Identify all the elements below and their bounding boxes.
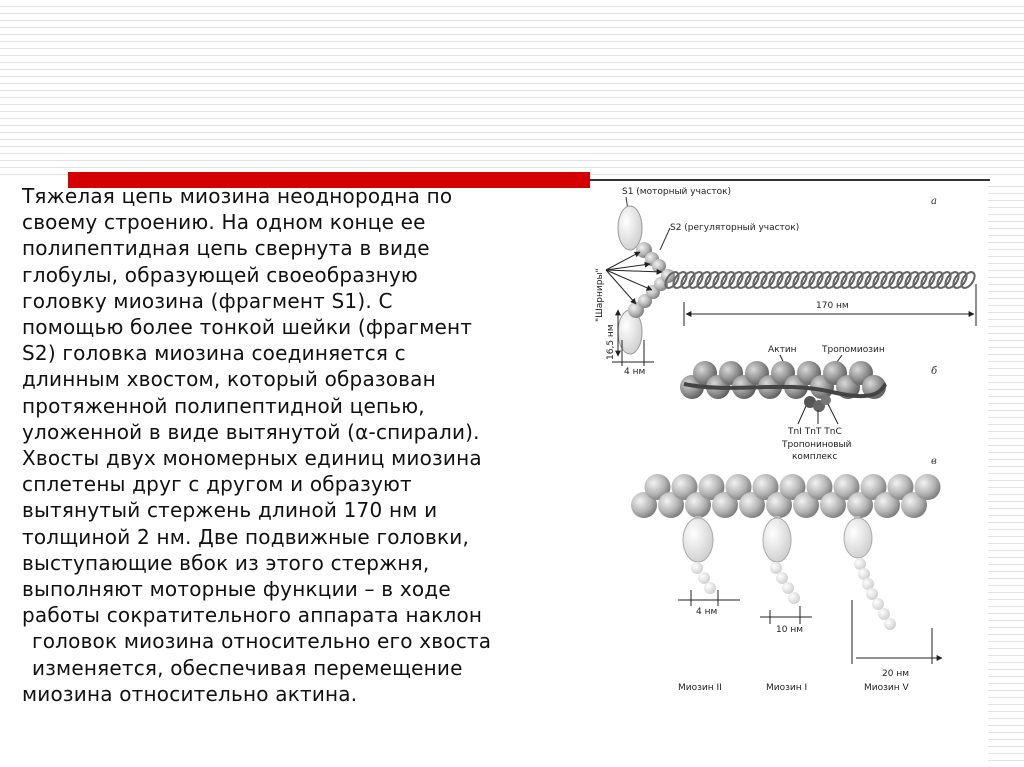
light-chain	[872, 598, 884, 610]
light-chain	[698, 572, 710, 584]
tropomyosin-label: Тропомиозин	[822, 345, 885, 355]
actin-label: Актин	[768, 345, 797, 355]
width-label: 4 нм	[624, 367, 646, 377]
s1-label: S1 (моторный участок)	[622, 187, 732, 197]
actin-monomer	[915, 474, 941, 500]
text-line: протяженной полипептидной цепью,	[22, 393, 425, 418]
myosin-i-label: Миозин I	[766, 683, 808, 693]
s2-pointer	[660, 228, 670, 250]
light-chain	[776, 572, 788, 584]
text-line: изменяется, обеспечивая перемещение	[32, 655, 463, 680]
lined-background-top	[0, 0, 1024, 180]
light-chain	[782, 582, 794, 594]
myosin-v-dimension: 20 нм	[882, 669, 909, 679]
s1-head-upper	[618, 206, 642, 250]
text-line: своему строению. На одном конце ее	[22, 210, 426, 235]
light-chain	[704, 582, 716, 594]
myosin-head	[844, 518, 872, 558]
troponin-subunits-label: TnI TnT TnC	[788, 427, 842, 437]
actin-filament-b	[680, 361, 886, 399]
troponin-complex-line2: комплекс	[792, 452, 838, 462]
troponin-c	[821, 395, 831, 405]
light-chain	[866, 588, 878, 600]
panel-c	[631, 456, 942, 693]
troponin-complex-line1: Тропониновый	[782, 440, 852, 450]
coiled-coil-tail	[663, 270, 978, 290]
myosin-v-molecule	[844, 516, 942, 693]
hinge-arrow	[606, 270, 636, 304]
height-label: 16,5 нм	[606, 324, 616, 360]
text-line: глобулы, образующей своеобразную	[22, 262, 418, 287]
tn-pointer	[828, 404, 838, 424]
text-line: уложенной в виде вытянутой (α-спирали).	[22, 419, 480, 444]
tn-pointer	[798, 406, 806, 424]
slide-body-text	[22, 183, 582, 707]
hinge-arrow	[606, 270, 652, 290]
text-line: Хвосты двух мономерных единиц миозина	[22, 446, 482, 471]
text-line: помощью более тонкой шейки (фрагмент	[22, 315, 473, 340]
panel-b	[680, 345, 938, 462]
panel-a-letter: а	[931, 196, 937, 207]
text-line: толщиной 2 нм. Две подвижные головки,	[22, 524, 470, 549]
light-chain	[691, 562, 703, 574]
myosin-i-dimension: 10 нм	[776, 625, 803, 635]
text-line: выступающие вбок из этого стержня,	[22, 550, 430, 575]
myosin-structure-figure	[592, 180, 988, 700]
text-line: работы сократительного аппарата наклон	[22, 603, 483, 628]
light-chain	[878, 608, 890, 620]
text-line: головок миозина относительно его хвоста	[32, 629, 492, 654]
myosin-ii-dimension: 4 нм	[696, 607, 718, 617]
myosin-ii-label: Миозин II	[678, 683, 722, 693]
myosin-head	[763, 518, 791, 562]
lined-background-right	[988, 180, 1024, 767]
myosin-head	[683, 518, 713, 562]
length-label: 170 нм	[816, 301, 849, 311]
myosin-ii-molecule	[678, 516, 740, 693]
panel-c-letter: в	[931, 456, 937, 467]
text-line: Тяжелая цепь миозина неоднородна по	[22, 184, 453, 208]
text-line: выполняют моторные функции – в ходе	[22, 577, 451, 602]
hinges-label: "Шарниры"	[595, 268, 605, 322]
light-chain	[770, 562, 782, 574]
text-line: сплетены друг с другом и образуют	[22, 472, 412, 497]
text-line: головку миозина (фрагмент S1). С	[22, 288, 393, 313]
text-line: длинным хвостом, который образован	[22, 367, 436, 392]
actin-filament-c	[631, 474, 941, 518]
text-line: полипептидная цепь свернута в виде	[22, 236, 430, 261]
s2-label: S2 (регуляторный участок)	[670, 223, 800, 233]
panel-b-letter: б	[931, 366, 938, 377]
text-line: миозина относительно актина.	[22, 681, 358, 706]
myosin-i-molecule	[760, 516, 812, 693]
text-line: S2) головка миозина соединяется с	[22, 341, 406, 366]
text-line: вытянутый стержень длиной 170 нм и	[22, 498, 438, 523]
light-chain	[788, 592, 800, 604]
myosin-v-label: Миозин V	[864, 683, 909, 693]
light-chain	[884, 618, 896, 630]
